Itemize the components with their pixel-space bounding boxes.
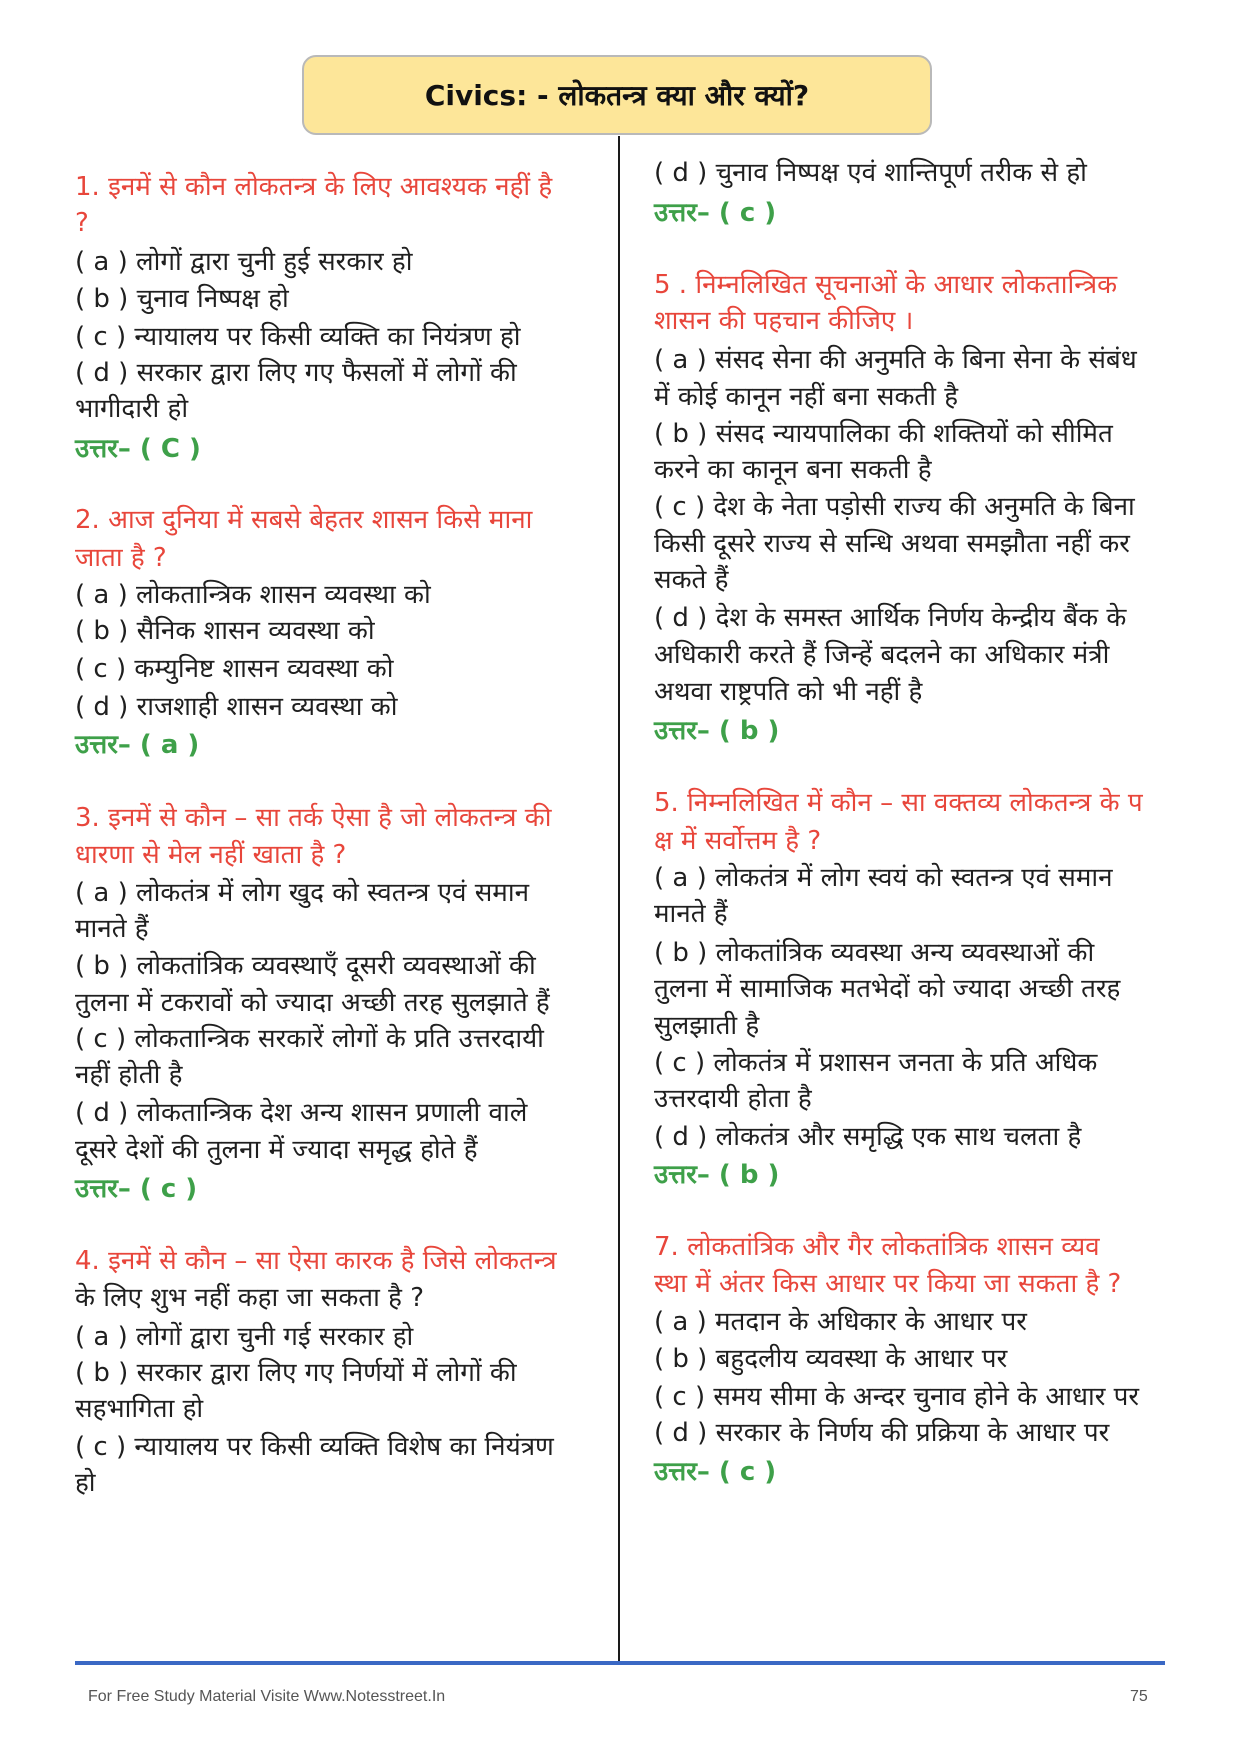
option-text: ( c ) कम्युनिष्ट शासन व्यवस्था को <box>75 654 394 684</box>
footer-rule <box>75 1661 1165 1665</box>
question-text: 3. इनमें से कौन – सा तर्क ऐसा है जो लोकतन्त्र की <box>75 803 552 833</box>
option-text: सकते हैं <box>654 565 729 595</box>
option-text: नहीं होती है <box>75 1060 183 1090</box>
question-text: 7. लोकतांत्रिक और गैर लोकतांत्रिक शासन व्यव <box>654 1232 1100 1262</box>
answer-label: उत्तर– ( C ) <box>75 434 201 464</box>
option-text: ( a ) संसद सेना की अनुमति के बिना सेना के संबंध <box>654 345 1137 375</box>
page-title-text: Civics: - लोकतन्त्र क्या और क्यों? <box>424 79 810 112</box>
page-number: 75 <box>1130 1688 1148 1705</box>
option-text: हो <box>75 1468 96 1498</box>
answer-label: उत्तर– ( c ) <box>654 198 777 228</box>
option-text: उत्तरदायी होता है <box>654 1084 812 1114</box>
option-text: तुलना में टकरावों को ज्यादा अच्छी तरह सुलझाते हैं <box>75 988 550 1018</box>
question-text: 2. आज दुनिया में सबसे बेहतर शासन किसे माना <box>75 505 533 535</box>
option-text: ( d ) सरकार द्वारा लिए गए फैसलों में लोगों की <box>75 358 517 388</box>
option-text: ( b ) संसद न्यायपालिका की शक्तियों को सीमित <box>654 419 1113 449</box>
option-text: ( d ) लोकतंत्र और समृद्धि एक साथ चलता है <box>654 1122 1082 1152</box>
option-text: ( b ) सरकार द्वारा लिए गए निर्णयों में लोगों की <box>75 1358 517 1388</box>
option-text: ( d ) सरकार के निर्णय की प्रक्रिया के आधार पर <box>654 1418 1110 1448</box>
option-text: दूसरे देशों की तुलना में ज्यादा समृद्ध होते हैं <box>75 1135 478 1165</box>
question-text: जाता है ? <box>75 543 167 573</box>
question-text: 5. निम्नलिखित में कौन – सा वक्तव्य लोकतन्त्र के प <box>654 788 1143 818</box>
column-divider <box>618 136 620 1662</box>
option-text: अथवा राष्ट्रपति को भी नहीं है <box>654 677 923 707</box>
option-text: ( d ) चुनाव निष्पक्ष एवं शान्तिपूर्ण तरीक से हो <box>654 158 1087 188</box>
option-text: ( d ) देश के समस्त आर्थिक निर्णय केन्द्रीय बैंक के <box>654 603 1127 633</box>
option-text: मानते हैं <box>654 899 728 929</box>
question-text: क्ष में सर्वोत्तम है ? <box>654 826 822 856</box>
answer-label: उत्तर– ( a ) <box>75 730 200 760</box>
question-text: शासन की पहचान कीजिए । <box>654 306 914 336</box>
question-text: ? <box>75 208 89 238</box>
option-text: सुलझाती है <box>654 1011 760 1041</box>
option-text: ( b ) सैनिक शासन व्यवस्था को <box>75 616 375 646</box>
option-text: ( c ) न्यायालय पर किसी व्यक्ति का नियंत्रण हो <box>75 322 521 352</box>
option-text: के लिए शुभ नहीं कहा जा सकता है ? <box>75 1283 424 1313</box>
answer-label: उत्तर– ( c ) <box>654 1457 777 1487</box>
option-text: ( a ) मतदान के अधिकार के आधार पर <box>654 1307 1027 1337</box>
option-text: किसी दूसरे राज्य से सन्धि अथवा समझौता नहीं कर <box>654 529 1130 559</box>
option-text: ( a ) लोकतंत्र में लोग स्वयं को स्वतन्त्र एवं समान <box>654 863 1113 893</box>
option-text: ( a ) लोकतान्त्रिक शासन व्यवस्था को <box>75 580 431 610</box>
option-text: सहभागिता हो <box>75 1394 204 1424</box>
option-text: में कोई कानून नहीं बना सकती है <box>654 382 959 412</box>
question-text: 4. इनमें से कौन – सा ऐसा कारक है जिसे लोकतन्त्र <box>75 1246 557 1276</box>
option-text: ( a ) लोगों द्वारा चुनी हुई सरकार हो <box>75 247 413 277</box>
option-text: भागीदारी हो <box>75 394 189 424</box>
question-text: 5 . निम्नलिखित सूचनाओं के आधार लोकतान्त्रिक <box>654 270 1118 300</box>
answer-label: उत्तर– ( c ) <box>75 1174 198 1204</box>
option-text: ( c ) देश के नेता पड़ोसी राज्य की अनुमति के बिना <box>654 492 1135 522</box>
option-text: ( d ) राजशाही शासन व्यवस्था को <box>75 692 398 722</box>
option-text: ( a ) लोगों द्वारा चुनी गई सरकार हो <box>75 1322 414 1352</box>
option-text: ( b ) चुनाव निष्पक्ष हो <box>75 284 289 314</box>
answer-label: उत्तर– ( b ) <box>654 1160 780 1190</box>
option-text: ( c ) समय सीमा के अन्दर चुनाव होने के आधार पर <box>654 1382 1139 1412</box>
footer-website: For Free Study Material Visite Www.Notesstreet.In <box>88 1688 446 1705</box>
option-text: ( b ) लोकतांत्रिक व्यवस्थाएँ दूसरी व्यवस्थाओं की <box>75 951 536 981</box>
option-text: करने का कानून बना सकती है <box>654 455 932 485</box>
option-text: ( d ) लोकतान्त्रिक देश अन्य शासन प्रणाली वाले <box>75 1098 528 1128</box>
option-text: तुलना में सामाजिक मतभेदों को ज्यादा अच्छी तरह <box>654 974 1121 1004</box>
option-text: ( c ) लोकतान्त्रिक सरकारें लोगों के प्रति उत्तरदायी <box>75 1024 544 1054</box>
question-text: धारणा से मेल नहीं खाता है ? <box>75 840 347 870</box>
option-text: ( c ) न्यायालय पर किसी व्यक्ति विशेष का नियंत्रण <box>75 1432 554 1462</box>
option-text: ( c ) लोकतंत्र में प्रशासन जनता के प्रति अधिक <box>654 1048 1098 1078</box>
option-text: ( a ) लोकतंत्र में लोग खुद को स्वतन्त्र एवं समान <box>75 878 530 908</box>
page-title <box>302 55 932 135</box>
option-text: मानते हैं <box>75 914 149 944</box>
option-text: अधिकारी करते हैं जिन्हें बदलने का अधिकार मंत्री <box>654 640 1110 670</box>
question-text: 1. इनमें से कौन लोकतन्त्र के लिए आवश्यक नहीं है <box>75 172 553 202</box>
option-text: ( b ) लोकतांत्रिक व्यवस्था अन्य व्यवस्थाओं की <box>654 938 1095 968</box>
question-text: स्था में अंतर किस आधार पर किया जा सकता है ? <box>654 1269 1122 1299</box>
option-text: ( b ) बहुदलीय व्यवस्था के आधार पर <box>654 1344 1008 1374</box>
answer-label: उत्तर– ( b ) <box>654 716 780 746</box>
